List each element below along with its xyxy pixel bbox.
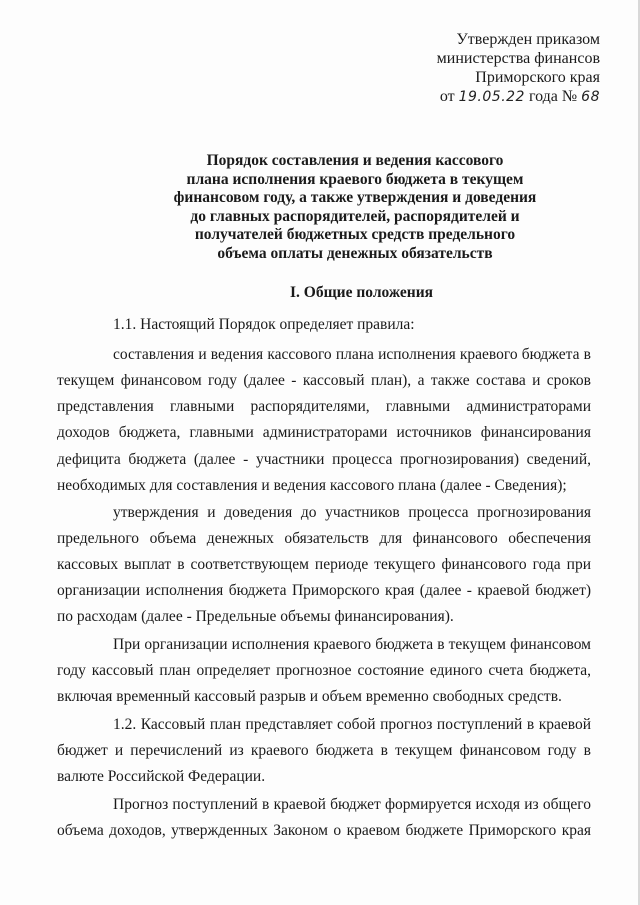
title-line: объема оплаты денежных обязательств xyxy=(217,244,493,262)
body-line: году кассовый план определяет прогнозное состояние единого счета бюджета, xyxy=(57,662,591,679)
title-line: до главных распорядителей, распорядителей и xyxy=(190,207,520,225)
section-heading: I. Общие положения xyxy=(290,284,434,301)
approval-line-1: Утвержден приказом xyxy=(456,31,600,48)
body-line: текущем финансовом году (далее - кассовый план), а также состава и сроков xyxy=(57,372,591,389)
title-line: получателей бюджетных средств предельного xyxy=(194,226,516,243)
document-title xyxy=(60,152,640,263)
approval-from-label: от xyxy=(439,88,455,105)
body-line: бюджет и перечислений из краевого бюджета в текущем финансовом году в xyxy=(57,742,591,759)
body-line: доходов бюджета, главными администраторами источников финансирования xyxy=(57,424,591,441)
approval-line-2: министерства финансов xyxy=(436,50,600,67)
body-line: составления и ведения кассового плана исполнения краевого бюджета в xyxy=(113,346,591,363)
body-line: При организации исполнения краевого бюджета в текущем финансовом xyxy=(113,636,591,653)
body-line: необходимых для составления и ведения кассового плана (далее - Сведения); xyxy=(57,477,567,494)
body-line: включая временный кассовый разрыв и объем временно свободных средств. xyxy=(57,688,562,705)
body-line: по расходам (далее - Предельные объемы финансирования). xyxy=(57,608,454,625)
body-line: 1.1. Настоящий Порядок определяет правила: xyxy=(113,316,415,333)
body-line: 1.2. Кассовый план представляет собой прогноз поступлений в краевой xyxy=(113,716,591,733)
approval-year-number-label: года № xyxy=(528,88,578,105)
body-line: кассовых выплат в соответствующем периоде текущего финансового года при xyxy=(57,556,591,573)
body-line: валюте Российской Федерации. xyxy=(57,768,266,785)
body-line: дефицита бюджета (далее - участники процесса прогнозирования) сведений, xyxy=(57,451,591,468)
approval-block xyxy=(360,30,600,107)
body-line: организации исполнения бюджета Приморского края (далее - краевой бюджет) xyxy=(57,582,591,599)
approval-line-3: Приморского края xyxy=(475,69,600,86)
title-line: финансовом году, а также утверждения и доведения xyxy=(173,189,537,206)
approval-line-4 xyxy=(360,87,600,107)
approval-number-handwritten: 68 xyxy=(581,89,600,105)
body-line: предельного объема денежных обязательств для финансового обеспечения xyxy=(57,530,591,547)
approval-date-handwritten: 19.05.22 xyxy=(458,89,525,105)
body-line: утверждения и доведения до участников процесса прогнозирования xyxy=(113,504,591,521)
body-line: представления главными распорядителями, главными администраторами xyxy=(57,398,591,415)
title-line: Порядок составления и ведения кассового xyxy=(206,152,504,169)
body-line: объема доходов, утвержденных Законом о краевом бюджете Приморского края xyxy=(57,822,591,839)
body-line: Прогноз поступлений в краевой бюджет формируется исходя из общего xyxy=(113,796,591,813)
title-line: плана исполнения краевого бюджета в текущем xyxy=(186,170,524,188)
